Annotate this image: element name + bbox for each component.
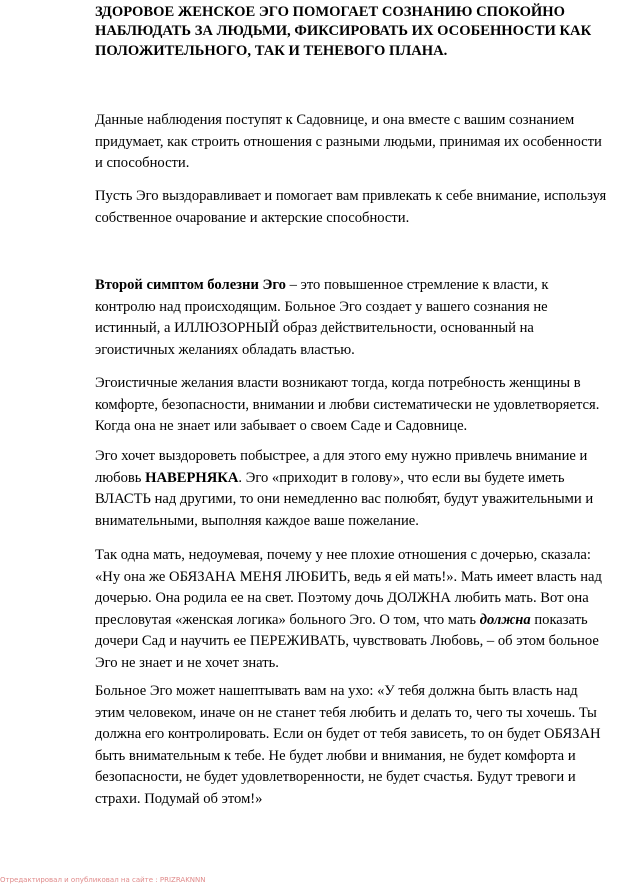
page-heading: ЗДОРОВОЕ ЖЕНСКОЕ ЭГО ПОМОГАЕТ СОЗНАНИЮ СПОКОЙНО НАБЛЮДАТЬ ЗА ЛЮДЬМИ, ФИКСИРОВАТЬ ИХ ОСОБЕННОСТИ КАК ПОЛОЖИТЕЛЬНОГО, ТАК И ТЕНЕВОГО ПЛАНА. (95, 4, 592, 59)
paragraph-5-text-before: Эго хочет выздороветь побыстрее, а для этого ему нужно привлечь внимание и любовь (95, 448, 588, 486)
paragraph-3-text: – это повышенное стремление к власти, к контролю над происходящим. Больное Эго создает у вашего сознания не истинный, а ИЛЛЮЗОРНЫЙ образ действительности, основанный на эгоистичных желаниях обладать властью. (95, 277, 549, 358)
paragraph-6-text-before: Так одна мать, недоумевая, почему у нее плохие отношения с дочерью, сказала: «Ну она же ОБЯЗАНА МЕНЯ ЛЮБИТЬ, ведь я ей мать!». Мать имеет власть над дочерью. Она родила ее на свет. Поэтому дочь ДОЛЖНА любить мать. Вот она пресловутая «женская логика» больного Эго. О том, что мать (95, 547, 602, 628)
paragraph-7: Больное Эго может нашептывать вам на ухо: «У тебя должна быть власть над этим человеком, иначе он не станет тебя любить и делать то, чего ты хочешь. Ты должна его контролировать. Если он будет от тебя зависеть, то он будет ОБЯЗАН быть внимательным к тебе. Не будет любви и внимания, не будет комфорта и безопасности, не будет удовлетворенности, не будет счастья. Будут тревоги и страхи. Подумай об этом!» (95, 683, 601, 807)
paragraph-3 (95, 275, 610, 361)
paragraph-5-text-after: . Эго «приходит в голову», что если вы будете иметь ВЛАСТЬ над другими, то они немедленно вас полюбят, будут уважительными и внимательными, выполняя каждое ваше пожелание. (95, 469, 594, 529)
footer-credit: Отредактировал и опубликовал на сайте : PRIZRAKNNN (0, 876, 206, 884)
paragraph-6-text-after: показать дочери Сад и научить ее ПЕРЕЖИВАТЬ, чувствовать Любовь, – об этом больное Эго не знает и не хочет знать. (95, 611, 599, 671)
paragraph-5 (95, 446, 610, 532)
paragraph-2: Пусть Эго выздоравливает и помогает вам привлекать к себе внимание, используя собственное очарование и актерские способности. (95, 188, 607, 226)
paragraph-1: Данные наблюдения поступят к Садовнице, и она вместе с вашим сознанием придумает, как строить отношения с разными людьми, принимая их особенности и способности. (95, 112, 602, 172)
paragraph-6 (95, 545, 610, 675)
paragraph-4: Эгоистичные желания власти возникают тогда, когда потребность женщины в комфорте, безопасности, внимании и любви систематически не удовлетворяется. Когда она не знает или забывает о своем Саде и Садовнице. (95, 375, 600, 435)
paragraph-3-bold-lead: Второй симптом болезни Эго (95, 277, 286, 293)
paragraph-6-bold-italic: должна (479, 611, 531, 628)
paragraph-5-bold: НАВЕРНЯКА (145, 469, 239, 486)
